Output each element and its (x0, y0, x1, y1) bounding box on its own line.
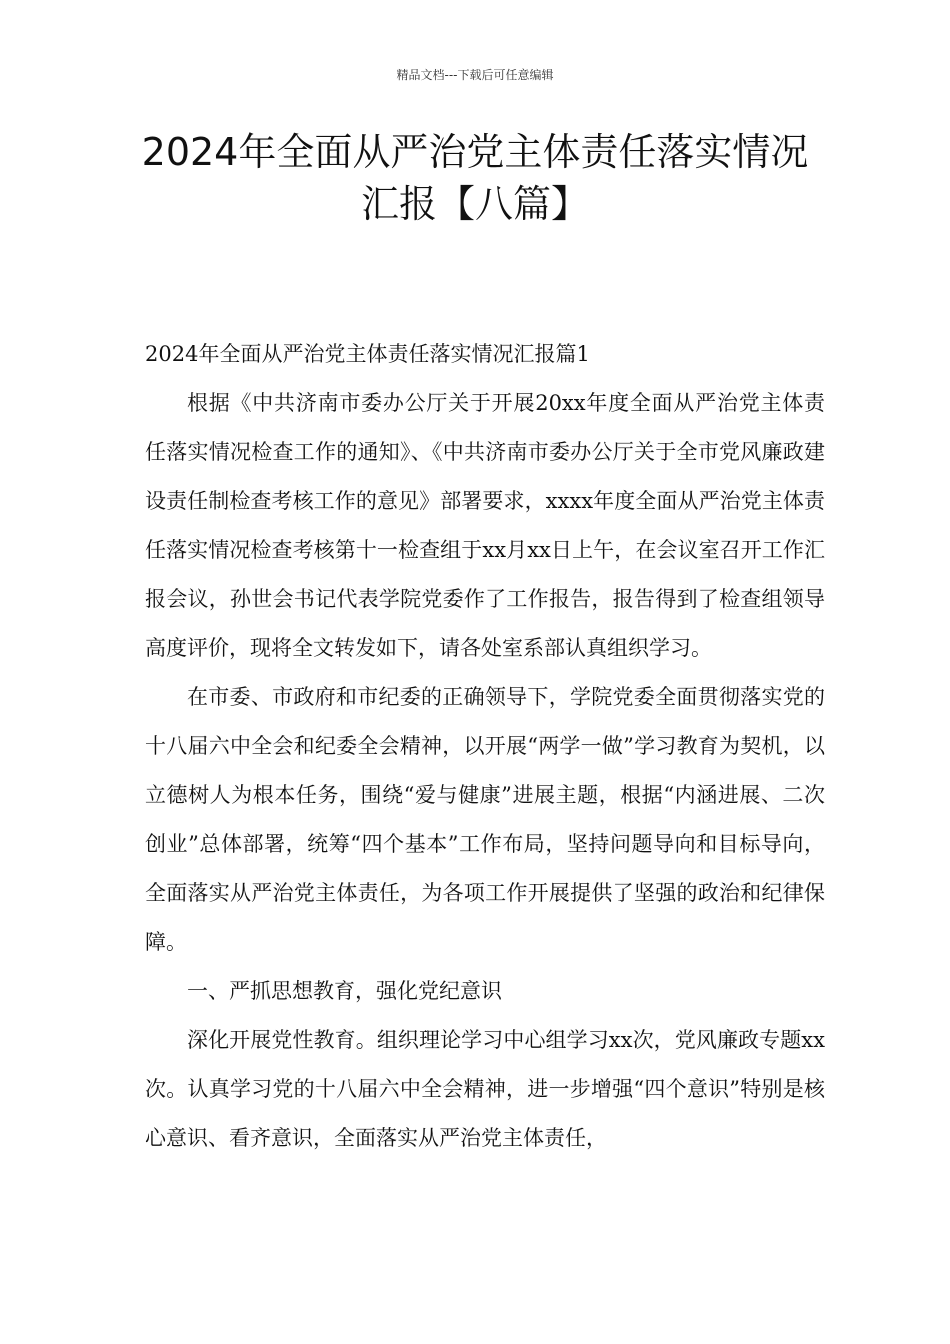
paragraph-3: 深化开展党性教育。组织理论学习中心组学习xx次，党风廉政专题xx次。认真学习党的十八届六中全会精神，进一步增强“四个意识”特别是核心意识、看齐意识，全面落实从严治党主体责任， (145, 1028, 825, 1150)
title-line-2: 汇报【八篇】 (360, 182, 589, 226)
paragraph-2: 在市委、市政府和市纪委的正确领导下，学院党委全面贯彻落实党的十八届六中全会和纪委全会精神，以开展“两学一做”学习教育为契机，以立德树人为根本任务，围绕“爱与健康”进展主题，根据“内涵进展、二次创业”总体部署，统筹“四个基本”工作布局，坚持问题导向和目标导向，全面落实从严治党主体责任，为各项工作开展提供了坚强的政治和纪律保障。 (145, 685, 825, 954)
paragraph-1: 根据《中共济南市委办公厅关于开展20xx年度全面从严治党主体责任落实情况检查工作的通知》、《中共济南市委办公厅关于全市党风廉政建设责任制检查考核工作的意见》部署要求，xxxx年度全面从严治党主体责任落实情况检查考核第十一检查组于xx月xx日上午，在会议室召开工作汇报会议，孙世会书记代表学院党委作了工作报告，报告得到了检查组领导高度评价，现将全文转发如下，请各处室系部认真组织学习。 (145, 391, 825, 660)
title-line-1: 2024年全面从严治党主体责任落实情况 (141, 130, 809, 174)
header-note: 精品文档---下载后可任意编辑 (396, 68, 554, 82)
section-heading: 2024年全面从严治党主体责任落实情况汇报篇1 (145, 342, 590, 366)
document-body (145, 330, 825, 1163)
subheading-1: 一、严抓思想教育，强化党纪意识 (187, 979, 502, 1003)
document-title (100, 126, 850, 230)
